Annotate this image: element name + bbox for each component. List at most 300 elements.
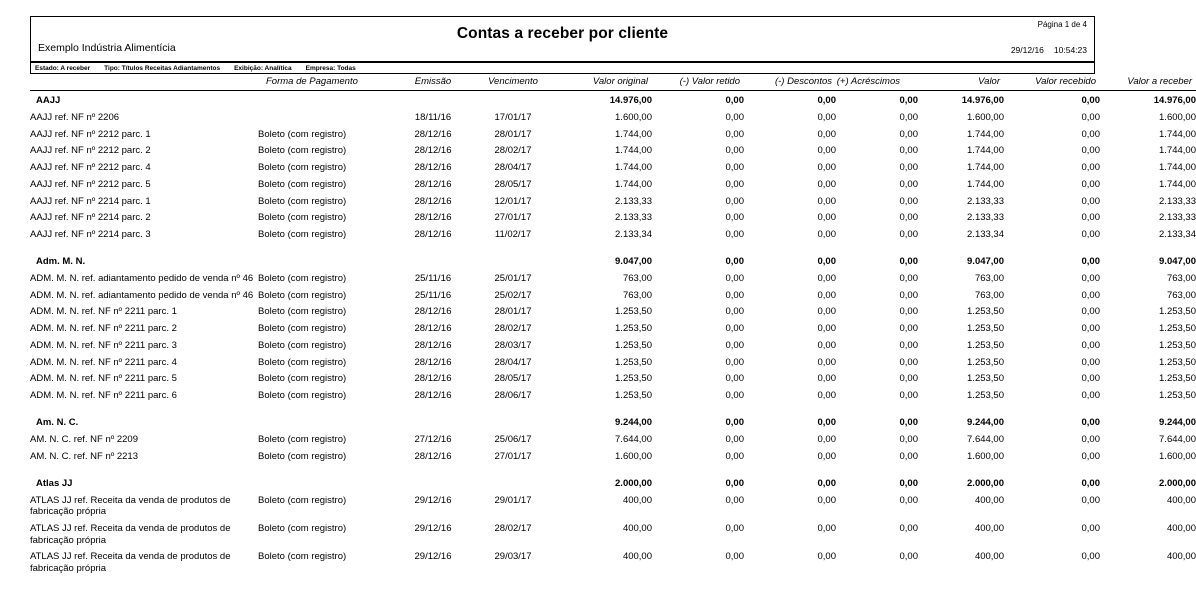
row-payment-form: Boleto (com registro) <box>258 228 347 240</box>
row-description: AAJJ ref. NF nº 2214 parc. 1 <box>30 195 151 207</box>
row-receivable: 1.744,00 <box>1159 128 1196 140</box>
table-row[interactable] <box>30 110 1196 127</box>
row-withheld: 0,00 <box>725 162 744 174</box>
row-payment-form: Boleto (com registro) <box>258 389 347 401</box>
group-total-withheld: 0,00 <box>725 477 744 489</box>
row-issue-date: 28/12/16 <box>414 306 452 318</box>
row-withheld: 0,00 <box>725 178 744 190</box>
row-received: 0,00 <box>1081 178 1100 190</box>
row-discounts: 0,00 <box>817 128 836 140</box>
row-value: 2.133,33 <box>967 195 1004 207</box>
row-due-date: 29/03/17 <box>494 551 532 563</box>
row-issue-date: 29/12/16 <box>414 551 452 563</box>
row-issue-date: 28/12/16 <box>414 145 452 157</box>
row-description: ADM. M. N. ref. adiantamento pedido de venda nº 46 <box>30 289 254 301</box>
group-empty-cell <box>258 91 396 110</box>
report-time: 10:54:23 <box>1053 45 1087 55</box>
row-payment-form: Boleto (com registro) <box>258 373 347 385</box>
row-withheld: 0,00 <box>725 228 744 240</box>
row-receivable: 400,00 <box>1166 523 1196 535</box>
group-spacer-cell <box>30 465 1196 474</box>
row-original-value: 1.253,50 <box>615 306 652 318</box>
table-row[interactable] <box>30 521 1196 549</box>
row-description: AAJJ ref. NF nº 2214 parc. 3 <box>30 228 151 240</box>
row-due-date: 28/03/17 <box>494 339 532 351</box>
row-payment-form: Boleto (com registro) <box>258 306 347 318</box>
row-additions: 0,00 <box>899 494 918 506</box>
row-withheld: 0,00 <box>725 112 744 124</box>
group-total-received: 0,00 <box>1081 256 1100 267</box>
row-value: 1.253,50 <box>967 389 1004 401</box>
group-spacer-cell <box>30 404 1196 413</box>
row-payment-form: Boleto (com registro) <box>258 212 347 224</box>
group-total-received: 0,00 <box>1081 417 1100 428</box>
row-due-date: 28/05/17 <box>494 373 532 385</box>
table-row[interactable] <box>30 492 1196 520</box>
row-received: 0,00 <box>1081 306 1100 318</box>
row-additions: 0,00 <box>899 551 918 563</box>
row-receivable: 1.253,50 <box>1159 373 1196 385</box>
group-total-additions: 0,00 <box>899 417 918 428</box>
row-value: 763,00 <box>974 289 1004 301</box>
row-original-value: 1.253,50 <box>615 373 652 385</box>
group-total-received: 0,00 <box>1081 95 1100 106</box>
table-row[interactable] <box>30 354 1196 371</box>
group-total-receivable: 9.047,00 <box>1159 256 1196 267</box>
row-description: ADM. M. N. ref. adiantamento pedido de venda nº 46 <box>30 273 254 285</box>
row-issue-date: 28/12/16 <box>414 195 452 207</box>
row-received: 0,00 <box>1081 162 1100 174</box>
column-header-received: Valor recebido <box>1035 76 1096 87</box>
row-original-value: 1.744,00 <box>615 162 652 174</box>
row-issue-date: 28/12/16 <box>414 212 452 224</box>
row-discounts: 0,00 <box>817 373 836 385</box>
table-row[interactable] <box>30 210 1196 227</box>
group-name: Am. N. C. <box>36 417 79 428</box>
row-receivable: 1.253,50 <box>1159 356 1196 368</box>
row-original-value: 1.600,00 <box>615 450 652 462</box>
row-original-value: 2.133,33 <box>615 195 652 207</box>
group-total-additions: 0,00 <box>899 477 918 489</box>
row-value: 2.133,34 <box>967 228 1004 240</box>
row-withheld: 0,00 <box>725 523 744 535</box>
column-header-discounts: (-) Descontos <box>774 76 832 87</box>
row-description: ADM. M. N. ref. NF nº 2211 parc. 2 <box>30 323 177 335</box>
group-empty-cell <box>258 474 396 493</box>
row-issue-date: 28/12/16 <box>414 339 452 351</box>
table-row[interactable] <box>30 448 1196 465</box>
row-value: 1.744,00 <box>967 178 1004 190</box>
row-description: ADM. M. N. ref. NF nº 2211 parc. 3 <box>30 339 177 351</box>
table-row[interactable] <box>30 271 1196 288</box>
row-withheld: 0,00 <box>725 145 744 157</box>
row-receivable: 1.253,50 <box>1159 306 1196 318</box>
row-original-value: 7.644,00 <box>615 434 652 446</box>
row-withheld: 0,00 <box>725 306 744 318</box>
column-header-withheld: (-) Valor retido <box>679 76 740 87</box>
row-discounts: 0,00 <box>817 339 836 351</box>
row-additions: 0,00 <box>899 128 918 140</box>
row-additions: 0,00 <box>899 389 918 401</box>
row-received: 0,00 <box>1081 289 1100 301</box>
row-due-date: 27/01/17 <box>494 450 532 462</box>
report-timestamp <box>1011 45 1087 55</box>
row-additions: 0,00 <box>899 212 918 224</box>
page-number-label: Página 1 de 4 <box>1037 20 1087 29</box>
row-additions: 0,00 <box>899 145 918 157</box>
row-additions: 0,00 <box>899 523 918 535</box>
row-description: ADM. M. N. ref. NF nº 2211 parc. 4 <box>30 356 177 368</box>
row-withheld: 0,00 <box>725 128 744 140</box>
row-payment-form: Boleto (com registro) <box>258 128 347 140</box>
group-total-withheld: 0,00 <box>725 417 744 428</box>
row-value: 763,00 <box>974 273 1004 285</box>
group-empty-cell <box>396 91 470 110</box>
row-due-date: 28/02/17 <box>494 145 532 157</box>
group-total-receivable: 14.976,00 <box>1153 95 1196 106</box>
row-withheld: 0,00 <box>725 273 744 285</box>
table-row[interactable] <box>30 287 1196 304</box>
row-received: 0,00 <box>1081 450 1100 462</box>
group-empty-cell <box>470 474 556 493</box>
row-issue-date: 28/12/16 <box>414 228 452 240</box>
row-description: AAJJ ref. NF nº 2206 <box>30 112 120 124</box>
row-received: 0,00 <box>1081 112 1100 124</box>
group-total-value: 2.000,00 <box>967 477 1004 489</box>
row-value: 400,00 <box>974 494 1004 506</box>
row-original-value: 2.133,34 <box>615 228 652 240</box>
group-total-withheld: 0,00 <box>725 95 744 106</box>
row-payment-form: Boleto (com registro) <box>258 195 347 207</box>
row-value: 1.253,50 <box>967 356 1004 368</box>
group-empty-cell <box>396 413 470 432</box>
table-row[interactable] <box>30 321 1196 338</box>
row-description: ATLAS JJ ref. Receita da venda de produtos de fabricação própria <box>30 494 231 518</box>
group-header-row[interactable] <box>30 413 1196 432</box>
table-row[interactable] <box>30 193 1196 210</box>
row-additions: 0,00 <box>899 178 918 190</box>
row-received: 0,00 <box>1081 323 1100 335</box>
row-received: 0,00 <box>1081 523 1100 535</box>
row-payment-form: Boleto (com registro) <box>258 339 347 351</box>
row-original-value: 400,00 <box>622 523 652 535</box>
group-header-row[interactable] <box>30 91 1196 110</box>
row-receivable: 1.744,00 <box>1159 162 1196 174</box>
report-table-wrap <box>30 76 1196 577</box>
row-original-value: 763,00 <box>622 289 652 301</box>
row-due-date: 28/05/17 <box>494 178 532 190</box>
row-withheld: 0,00 <box>725 389 744 401</box>
group-total-original-value: 9.244,00 <box>615 417 652 428</box>
group-empty-cell <box>470 252 556 271</box>
group-total-discounts: 0,00 <box>817 95 836 106</box>
row-issue-date: 18/11/16 <box>414 112 452 124</box>
row-additions: 0,00 <box>899 273 918 285</box>
group-empty-cell <box>470 413 556 432</box>
table-row[interactable] <box>30 371 1196 388</box>
group-total-receivable: 9.244,00 <box>1159 417 1196 428</box>
row-due-date: 17/01/17 <box>494 112 532 124</box>
row-payment-form: Boleto (com registro) <box>258 523 347 535</box>
row-withheld: 0,00 <box>725 373 744 385</box>
row-original-value: 1.253,50 <box>615 389 652 401</box>
row-due-date: 25/02/17 <box>494 289 532 301</box>
row-additions: 0,00 <box>899 450 918 462</box>
row-value: 1.253,50 <box>967 323 1004 335</box>
row-description: ADM. M. N. ref. NF nº 2211 parc. 6 <box>30 389 177 401</box>
column-header-receivable: Valor a receber <box>1127 76 1192 87</box>
row-value: 1.253,50 <box>967 339 1004 351</box>
row-payment-form: Boleto (com registro) <box>258 273 347 285</box>
group-total-discounts: 0,00 <box>817 477 836 489</box>
row-additions: 0,00 <box>899 306 918 318</box>
row-issue-date: 25/11/16 <box>414 289 452 301</box>
table-row[interactable] <box>30 549 1196 577</box>
group-total-received: 0,00 <box>1081 477 1100 489</box>
row-issue-date: 28/12/16 <box>414 178 452 190</box>
row-discounts: 0,00 <box>817 434 836 446</box>
row-received: 0,00 <box>1081 212 1100 224</box>
row-receivable: 1.744,00 <box>1159 145 1196 157</box>
row-description: ATLAS JJ ref. Receita da venda de produtos de fabricação própria <box>30 551 231 574</box>
group-empty-cell <box>470 91 556 110</box>
row-additions: 0,00 <box>899 228 918 240</box>
group-total-value: 9.047,00 <box>967 256 1004 267</box>
page-title: Contas a receber por cliente <box>456 25 669 42</box>
row-receivable: 1.600,00 <box>1159 112 1196 124</box>
row-due-date: 25/01/17 <box>494 273 532 285</box>
row-receivable: 1.253,50 <box>1159 323 1196 335</box>
table-row[interactable] <box>30 337 1196 354</box>
group-total-receivable: 2.000,00 <box>1159 477 1196 489</box>
row-additions: 0,00 <box>899 112 918 124</box>
row-payment-form: Boleto (com registro) <box>258 356 347 368</box>
row-issue-date: 28/12/16 <box>414 323 452 335</box>
row-payment-form: Boleto (com registro) <box>258 551 347 563</box>
row-due-date: 11/02/17 <box>494 228 532 240</box>
group-name: AAJJ <box>36 95 61 106</box>
row-discounts: 0,00 <box>817 195 836 207</box>
row-value: 400,00 <box>974 523 1004 535</box>
row-payment-form: Boleto (com registro) <box>258 434 347 446</box>
row-original-value: 1.744,00 <box>615 128 652 140</box>
row-original-value: 763,00 <box>622 273 652 285</box>
group-total-original-value: 9.047,00 <box>615 256 652 267</box>
filter-empresa: Empresa: Todas <box>305 64 356 72</box>
table-body <box>30 91 1196 577</box>
row-value: 1.253,50 <box>967 306 1004 318</box>
row-due-date: 28/04/17 <box>494 356 532 368</box>
row-issue-date: 27/12/16 <box>414 434 452 446</box>
row-received: 0,00 <box>1081 195 1100 207</box>
group-total-additions: 0,00 <box>899 256 918 267</box>
row-discounts: 0,00 <box>817 306 836 318</box>
group-spacer <box>30 404 1196 413</box>
row-withheld: 0,00 <box>725 356 744 368</box>
row-value: 1.600,00 <box>967 112 1004 124</box>
column-header-value: Valor <box>978 76 1000 87</box>
table-row[interactable] <box>30 226 1196 243</box>
filter-exibicao: Exibição: Analítica <box>234 64 292 72</box>
row-description: ADM. M. N. ref. NF nº 2211 parc. 1 <box>30 306 177 318</box>
row-description: AAJJ ref. NF nº 2212 parc. 4 <box>30 162 151 174</box>
table-row[interactable] <box>30 176 1196 193</box>
row-withheld: 0,00 <box>725 289 744 301</box>
row-discounts: 0,00 <box>817 145 836 157</box>
row-receivable: 1.600,00 <box>1159 450 1196 462</box>
row-discounts: 0,00 <box>817 112 836 124</box>
row-receivable: 7.644,00 <box>1159 434 1196 446</box>
row-value: 1.744,00 <box>967 128 1004 140</box>
column-header-original-value: Valor original <box>592 76 648 87</box>
row-withheld: 0,00 <box>725 450 744 462</box>
row-additions: 0,00 <box>899 195 918 207</box>
row-value: 400,00 <box>974 551 1004 563</box>
group-spacer <box>30 243 1196 252</box>
row-original-value: 1.600,00 <box>615 112 652 124</box>
group-empty-cell <box>258 413 396 432</box>
company-name: Exemplo Indústria Alimentícia <box>38 42 176 54</box>
row-issue-date: 29/12/16 <box>414 523 452 535</box>
group-header-row[interactable] <box>30 252 1196 271</box>
row-original-value: 1.744,00 <box>615 145 652 157</box>
row-original-value: 1.744,00 <box>615 178 652 190</box>
group-empty-cell <box>396 474 470 493</box>
group-total-discounts: 0,00 <box>817 256 836 267</box>
group-total-discounts: 0,00 <box>817 417 836 428</box>
group-spacer-cell <box>30 243 1196 252</box>
row-discounts: 0,00 <box>817 289 836 301</box>
row-description: AAJJ ref. NF nº 2212 parc. 5 <box>30 178 151 190</box>
row-discounts: 0,00 <box>817 523 836 535</box>
group-total-original-value: 2.000,00 <box>615 477 652 489</box>
group-total-withheld: 0,00 <box>725 256 744 267</box>
row-discounts: 0,00 <box>817 162 836 174</box>
row-original-value: 1.253,50 <box>615 356 652 368</box>
group-spacer <box>30 465 1196 474</box>
table-row[interactable] <box>30 160 1196 177</box>
row-payment-form: Boleto (com registro) <box>258 450 347 462</box>
column-header-description <box>30 76 258 91</box>
row-receivable: 1.253,50 <box>1159 339 1196 351</box>
table-row[interactable] <box>30 387 1196 404</box>
row-received: 0,00 <box>1081 356 1100 368</box>
table-header <box>30 76 1196 91</box>
table-row[interactable] <box>30 432 1196 449</box>
group-total-additions: 0,00 <box>899 95 918 106</box>
row-additions: 0,00 <box>899 356 918 368</box>
row-withheld: 0,00 <box>725 212 744 224</box>
row-payment-form: Boleto (com registro) <box>258 323 347 335</box>
row-additions: 0,00 <box>899 289 918 301</box>
report-date: 29/12/16 <box>1010 45 1044 55</box>
row-description: AAJJ ref. NF nº 2214 parc. 2 <box>30 212 151 224</box>
row-discounts: 0,00 <box>817 178 836 190</box>
row-payment-form: Boleto (com registro) <box>258 178 347 190</box>
row-discounts: 0,00 <box>817 494 836 506</box>
row-description: ATLAS JJ ref. Receita da venda de produtos de fabricação própria <box>30 523 231 546</box>
row-receivable: 400,00 <box>1166 494 1196 506</box>
row-received: 0,00 <box>1081 551 1100 563</box>
report-header-box <box>30 16 1095 62</box>
row-value: 7.644,00 <box>967 434 1004 446</box>
column-header-due: Vencimento <box>488 76 538 87</box>
column-header-issue: Emissão <box>414 76 452 87</box>
row-withheld: 0,00 <box>725 339 744 351</box>
row-issue-date: 28/12/16 <box>414 356 452 368</box>
group-total-value: 14.976,00 <box>961 95 1004 106</box>
row-due-date: 27/01/17 <box>494 212 532 224</box>
row-received: 0,00 <box>1081 434 1100 446</box>
group-name: Atlas JJ <box>36 477 73 489</box>
row-additions: 0,00 <box>899 434 918 446</box>
row-received: 0,00 <box>1081 145 1100 157</box>
row-value: 1.253,50 <box>967 373 1004 385</box>
row-discounts: 0,00 <box>817 323 836 335</box>
row-receivable: 763,00 <box>1166 273 1196 285</box>
group-header-row[interactable] <box>30 474 1196 493</box>
row-received: 0,00 <box>1081 389 1100 401</box>
row-value: 1.600,00 <box>967 450 1004 462</box>
row-received: 0,00 <box>1081 128 1100 140</box>
group-name: Adm. M. N. <box>36 256 86 267</box>
group-empty-cell <box>258 252 396 271</box>
row-issue-date: 29/12/16 <box>414 494 452 506</box>
row-discounts: 0,00 <box>817 356 836 368</box>
row-payment-form <box>258 110 396 127</box>
row-original-value: 2.133,33 <box>615 212 652 224</box>
table-row[interactable] <box>30 126 1196 143</box>
row-due-date: 28/06/17 <box>494 389 532 401</box>
row-issue-date: 25/11/16 <box>414 273 452 285</box>
row-description: AAJJ ref. NF nº 2212 parc. 1 <box>30 128 151 140</box>
row-value: 2.133,33 <box>967 212 1004 224</box>
row-description: ADM. M. N. ref. NF nº 2211 parc. 5 <box>30 373 177 385</box>
row-original-value: 1.253,50 <box>615 339 652 351</box>
row-due-date: 28/01/17 <box>494 128 532 140</box>
group-total-value: 9.244,00 <box>967 417 1004 428</box>
row-withheld: 0,00 <box>725 551 744 563</box>
row-additions: 0,00 <box>899 339 918 351</box>
table-row[interactable] <box>30 143 1196 160</box>
row-discounts: 0,00 <box>817 389 836 401</box>
filter-bar <box>30 62 1095 74</box>
row-due-date: 28/02/17 <box>494 523 532 535</box>
row-receivable: 400,00 <box>1166 551 1196 563</box>
row-receivable: 1.253,50 <box>1159 389 1196 401</box>
row-discounts: 0,00 <box>817 212 836 224</box>
row-discounts: 0,00 <box>817 551 836 563</box>
row-value: 1.744,00 <box>967 162 1004 174</box>
row-receivable: 2.133,33 <box>1159 212 1196 224</box>
row-due-date: 28/01/17 <box>494 306 532 318</box>
table-header-row <box>30 76 1196 91</box>
row-issue-date: 28/12/16 <box>414 450 452 462</box>
row-received: 0,00 <box>1081 273 1100 285</box>
row-receivable: 1.744,00 <box>1159 178 1196 190</box>
filter-tipo: Tipo: Títulos Receitas Adiantamentos <box>104 64 221 72</box>
row-due-date: 25/06/17 <box>494 434 532 446</box>
filter-estado: Estado: A receber <box>35 64 91 72</box>
row-receivable: 2.133,34 <box>1159 228 1196 240</box>
row-received: 0,00 <box>1081 373 1100 385</box>
table-row[interactable] <box>30 304 1196 321</box>
row-original-value: 400,00 <box>622 494 652 506</box>
row-additions: 0,00 <box>899 162 918 174</box>
row-due-date: 29/01/17 <box>494 494 532 506</box>
row-issue-date: 28/12/16 <box>414 373 452 385</box>
row-withheld: 0,00 <box>725 434 744 446</box>
